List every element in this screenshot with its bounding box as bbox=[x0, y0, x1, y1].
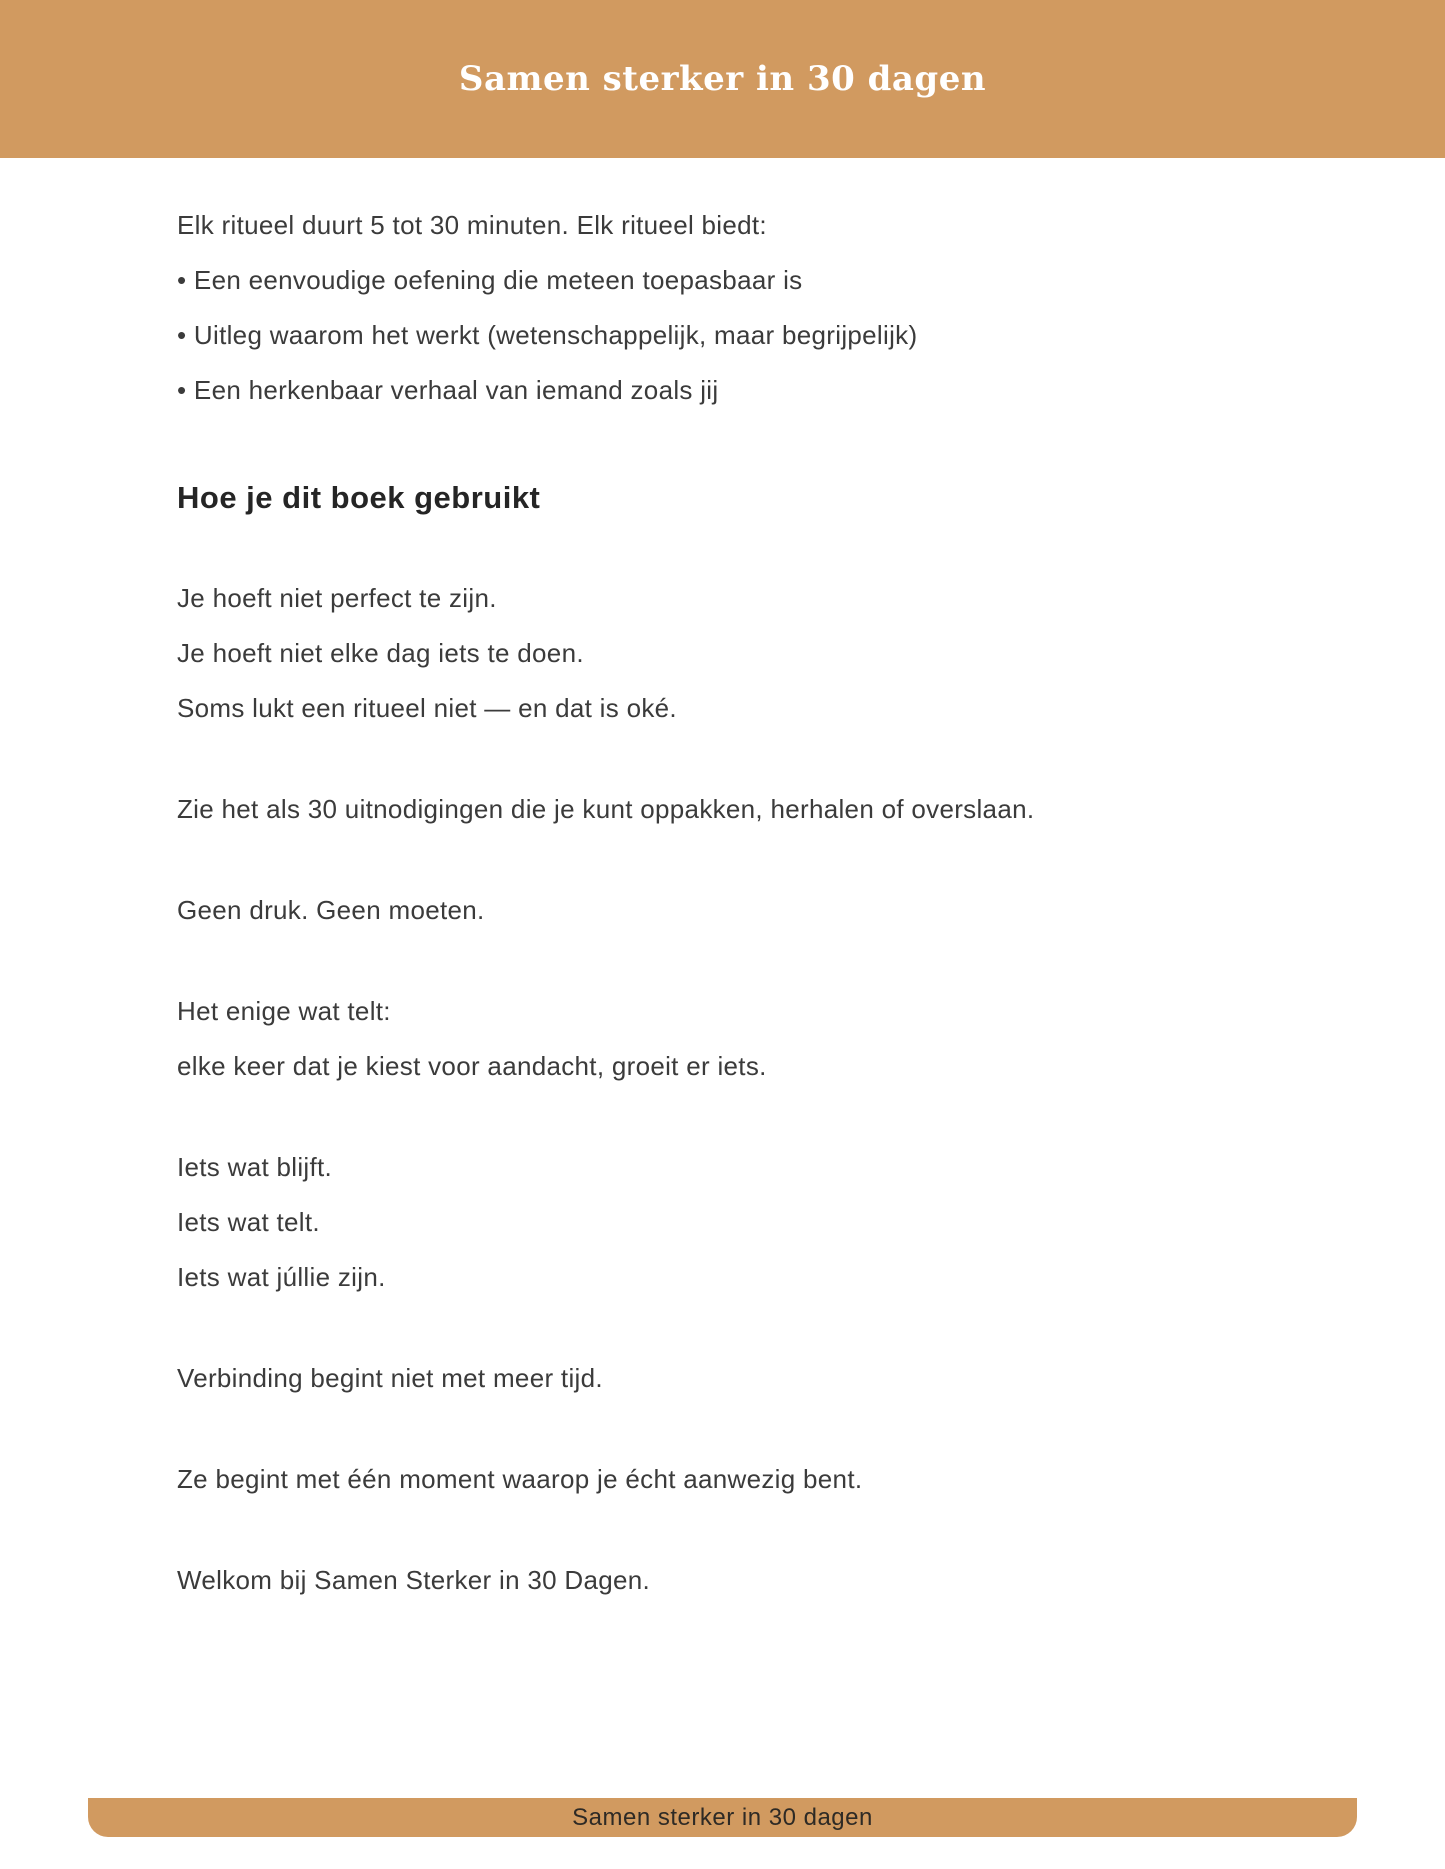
body-line: Welkom bij Samen Sterker in 30 Dagen. bbox=[177, 1565, 651, 1595]
body-line: Iets wat blijft. bbox=[177, 1152, 333, 1182]
header-banner bbox=[0, 0, 1445, 158]
body-line: Iets wat telt. bbox=[177, 1207, 320, 1237]
paragraph-group bbox=[177, 1351, 1285, 1406]
body-line: Verbinding begint niet met meer tijd. bbox=[177, 1363, 603, 1393]
section-heading: Hoe je dit boek gebruikt bbox=[177, 480, 541, 515]
paragraph-group bbox=[177, 571, 1285, 736]
paragraph-group bbox=[177, 1140, 1285, 1305]
footer-banner bbox=[88, 1798, 1357, 1837]
paragraph-group bbox=[177, 1452, 1285, 1507]
body-line: Geen druk. Geen moeten. bbox=[177, 895, 485, 925]
body-line: Zie het als 30 uitnodigingen die je kunt oppakken, herhalen of overslaan. bbox=[177, 794, 1035, 824]
body-line: Je hoeft niet elke dag iets te doen. bbox=[177, 638, 584, 668]
bullet-line: • Een herkenbaar verhaal van iemand zoals jij bbox=[177, 375, 719, 405]
body-line: elke keer dat je kiest voor aandacht, groeit er iets. bbox=[177, 1051, 767, 1081]
paragraph-group bbox=[177, 782, 1285, 837]
paragraph-group bbox=[177, 198, 1285, 418]
bullet-line: • Een eenvoudige oefening die meteen toepasbaar is bbox=[177, 265, 803, 295]
body-line: Soms lukt een ritueel niet — en dat is oké. bbox=[177, 693, 677, 723]
page-content bbox=[0, 158, 1445, 1608]
paragraph-group bbox=[177, 883, 1285, 938]
footer-title: Samen sterker in 30 dagen bbox=[572, 1803, 873, 1831]
paragraph-group bbox=[177, 1553, 1285, 1608]
body-line: Elk ritueel duurt 5 tot 30 minuten. Elk ritueel biedt: bbox=[177, 210, 767, 240]
paragraph-group bbox=[177, 984, 1285, 1094]
body-line: Iets wat júllie zijn. bbox=[177, 1262, 386, 1292]
bullet-line: • Uitleg waarom het werkt (wetenschappelijk, maar begrijpelijk) bbox=[177, 320, 918, 350]
body-line: Ze begint met één moment waarop je écht aanwezig bent. bbox=[177, 1464, 863, 1494]
body-line: Je hoeft niet perfect te zijn. bbox=[177, 583, 497, 613]
page-title: Samen sterker in 30 dagen bbox=[458, 59, 987, 99]
body-line: Het enige wat telt: bbox=[177, 996, 391, 1026]
